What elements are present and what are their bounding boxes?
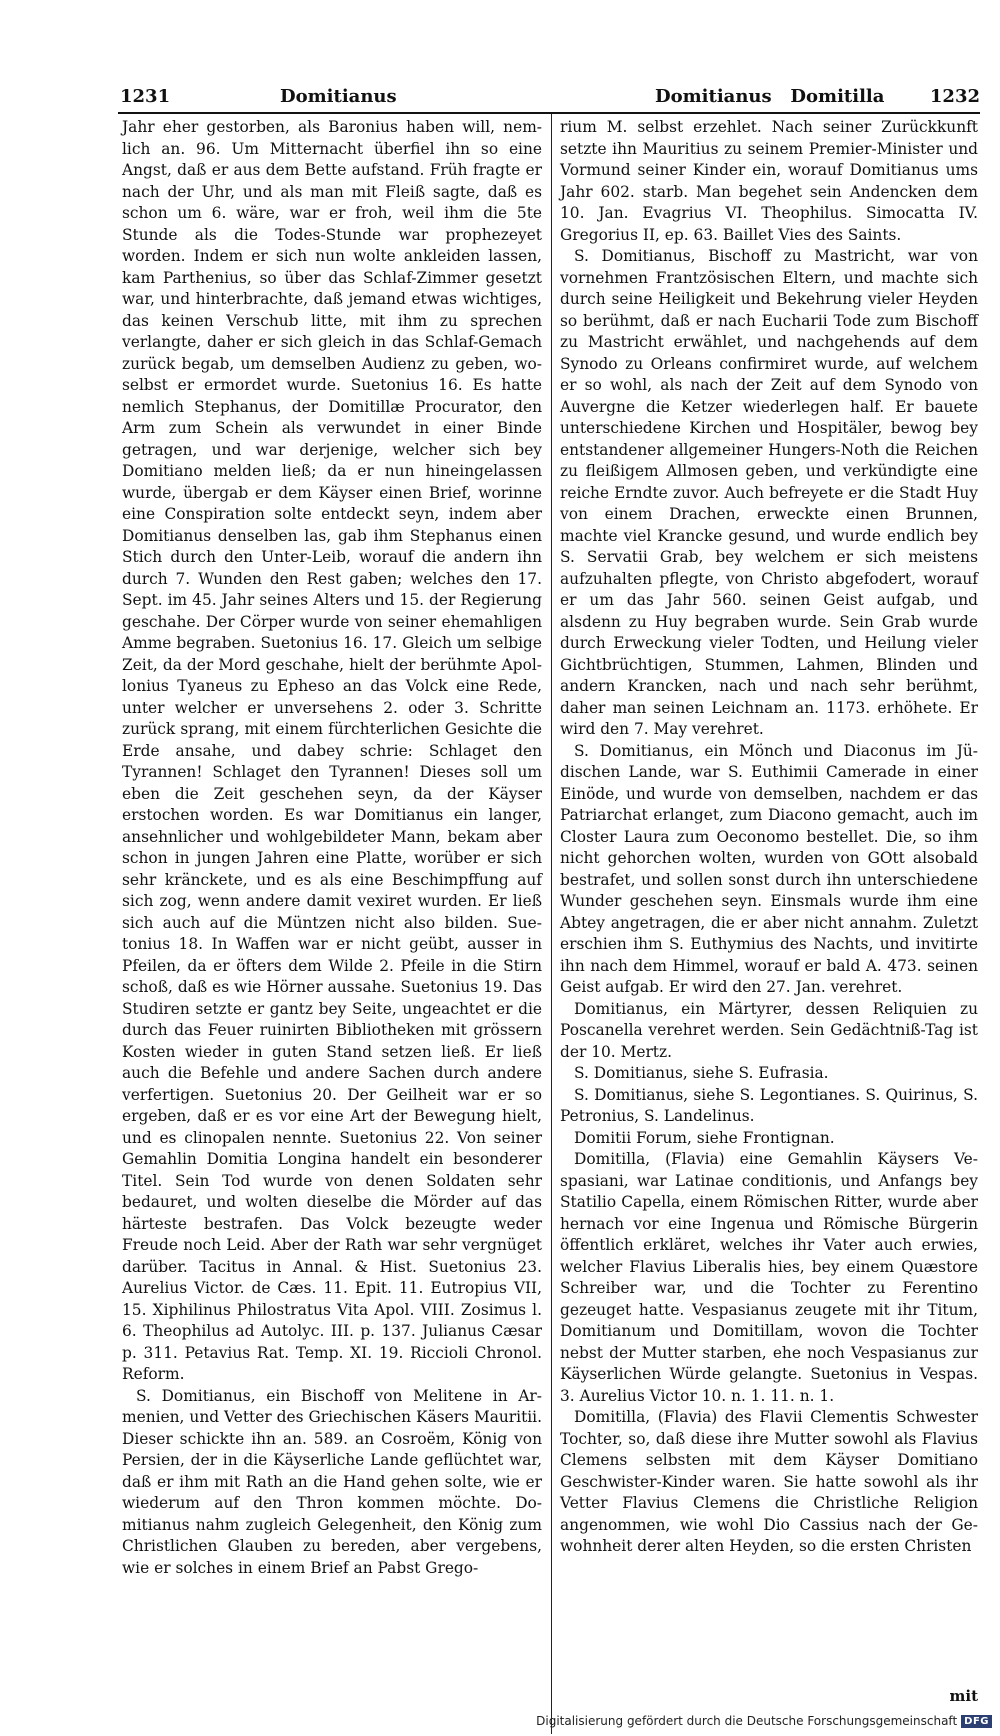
column-divider <box>551 114 552 1734</box>
right-column <box>560 117 978 1558</box>
paragraph: S. Domitianus, ein Mönch und Diaconus im Jüdischen Lande, war S. Euthimii Camerade in einer Einöde, und wurde von demselben, nachdem er das Patriarchat erlanget, zum Diacono gemacht, auch im Closter Laura zum Oeconomo bestellet. Die, so ihm nicht gehorchen wolten, wurden von GOtt alsobald bestrafet, und sollen sonst durch ihn unterschiedene Wunder geschehen seyn. Einsmals wurde ihm eine Abtey angetragen, die er aber nicht annahm. Zuletzt erschien ihm S. Euthymius des Nachts, und invitirte ihn nach dem Himmel, worauf er bald A. 473. seinen Geist aufgab. Er wird den 27. Jan. verehret. <box>560 741 978 996</box>
paragraph: Domitii Forum, siehe Frontignan. <box>574 1128 835 1147</box>
paragraph: S. Domitianus, siehe S. Legontianes. S. Quirinus, S. Petronius, S. Landelinus. <box>560 1085 978 1125</box>
running-head-right: Domitianus Domitilla <box>655 86 885 107</box>
paragraph: Domitilla, (Flavia) des Flavii Clementis Schwester Tochter, so, daß diese ihre Mutter sowohl als Flavius Clemens selbsten mit dem Käyser Domitiano Geschwister-Kinder waren. Sie hatte sowohl als ihr Vetter Flavius Clemens die Christliche Religion angenommen, wie wohl Dio Cassius nach der Gewohnheit derer alten Heyden, so die ersten Christen <box>560 1408 978 1555</box>
paragraph: Domitilla, (Flavia) eine Gemahlin Käysers Vespasiani, war Latinae conditionis, und Anfangs bey Statilio Capella, einem Römischen Ritter, wurde aber hernach vor eine Ingenua und Römische Bürgerin öffentlich erkläret, welches ihr Vater auch erwies, welcher Flavius Liberalis hies, bey einem Quæstore Schreiber war, und die Tochter zu Ferentino gezeuget hatte. Vespasianus zeugete mit ihr Titum, Domitianum und Domitillam, wovon die Tochter nebst der Mutter starben, ehe noch Vespasianus zur Käyserlichen Würde gelangte. Suetonius in Vespas. 3. Aurelius Victor 10. n. 1. 11. n. 1. <box>560 1150 978 1405</box>
digitization-footer <box>536 1714 992 1728</box>
header-rule <box>118 112 980 114</box>
page-header <box>120 86 980 112</box>
page-number-left: 1231 <box>120 86 171 107</box>
page-number-right: 1232 <box>929 86 980 107</box>
paragraph: Domitianus, ein Märtyrer, dessen Reliquien zu Poscanella verehret werden. Sein Gedächtniß-Tag ist der 10. Mertz. <box>560 999 978 1061</box>
catchword: mit <box>949 1687 978 1705</box>
paragraph: S. Domitianus, siehe S. Eufrasia. <box>574 1064 829 1082</box>
paragraph: S. Domitianus, ein Bischoff von Melitene in Armenien, und Vetter des Griechischen Käsers Mauritii. Dieser schickte ihn an. 589. an Cosroëm, König von Persien, der in die Käyserliche Lande geflüchtet war, daß er ihm mit Rath an die Hand gehen solte, wie er wiederum auf den Thron kommen möchte. Domitianus nahm zugleich Gelegenheit, den König zum Christlichen Glauben zu bereden, aber vergebens, wie er solches in einem Brief an Pabst Grego- <box>122 1386 542 1577</box>
footer-credit: Digitalisierung gefördert durch die Deutsche Forschungsgemeinschaft <box>536 1714 958 1728</box>
dfg-logo: DFG <box>961 1715 992 1728</box>
left-column <box>122 117 542 1579</box>
paragraph: S. Domitianus, Bischoff zu Mastricht, war von vornehmen Frantzösischen Eltern, und machte sich durch seine Heiligkeit und Bekehrung vieler Heyden so berühmt, daß er nach Eucharii Tode zum Bischoff zu Mastricht erwählet, und nachgehends auf dem Synodo zu Orleans confirmiret wurde, auf welchem er so wohl, als nach der Zeit auf dem Synodo von Auvergne die Ketzer wiederlegen half. Er bauete unterschiedene Kirchen und Hospitäler, bewog bey entstandener allgemeiner Hungers-Noth die Reichen zu fleißigem Allmosen geben, und verkündigte eine reiche Erndte zuvor. Auch befreyete er die Stadt Huy von einem Drachen, erweckte einen Brunnen, machte viel Krancke gesund, und wurde endlich bey S. Servatii Grab, bey welchem er sich meistens aufzuhalten pflegte, von Christo abgefodert, worauf er um das Jahr 560. seinen Geist aufgab, und alsdenn zu Huy begraben wurde. Sein Grab wurde durch Erweckung vieler Todten, und Heilung vieler Gichtbrüchtigen, Stummen, Lahmen, Blinden und andern Krancken, nach und nach sehr berühmt, daher man seinen Leichnam an. 1173. erhöhete. Er wird den 7. May verehret. <box>560 247 978 738</box>
running-head-left: Domitianus <box>280 86 397 107</box>
paragraph: Jahr eher gestorben, als Baronius haben will, nemlich an. 96. Um Mitternacht überfiel ihn so eine Angst, daß er aus dem Bette aufstand. Früh fragte er nach der Uhr, und als man mit Fleiß sagte, daß es schon um 6. wäre, war er froh, weil ihm die 5te Stunde als die Todes-Stunde war prophezeyet worden. Indem er sich nun wolte ankleiden lassen, kam Parthenius, so über das Schlaf-Zimmer gesetzt war, und hinterbrachte, daß jemand etwas wichtiges, das keinen Verschub litte, mit ihm zu sprechen verlangte, daher er sich gleich in das Schlaf-Gemach zurück begab, um demselben Audienz zu geben, woselbst er ermordet wurde. Suetonius 16. Es hatte nemlich Stephanus, der Domitillæ Procurator, den Arm zum Schein als verwundet in einer Binde getragen, und war derjenige, welcher sich bey Domitiano melden ließ; da er nun hineingelassen wurde, übergab er dem Käyser einen Brief, worinne eine Conspiration solte entdeckt seyn, indem aber Domitianus denselben las, gab ihm Stephanus einen Stich durch den Unter-Leib, worauf die andern ihn durch 7. Wunden den Rest gaben; welches den 17. Sept. im 45. Jahr seines Alters und 15. der Regierung geschahe. Der Cörper wurde von seiner ehemahligen Amme begraben. Suetonius 16. 17. Gleich um selbige Zeit, da der Mord geschahe, hielt der berühmte Apollonius Tyaneus zu Epheso an das Volck eine Rede, unter welcher er unversehens 2. oder 3. Schritte zurück sprang, mit einem fürchterlichen Gesichte die Erde ansahe, und dabey schrie: Schlaget den Tyrannen! Schlaget den Tyrannen! Dieses soll um eben die Zeit geschehen seyn, da der Käyser erstochen worden. Es war Domitianus ein langer, ansehnlicher und wohlgebildeter Mann, bekam aber schon in jungen Jahren eine Platte, worüber er sich sehr kränckete, und es als eine Beschimpffung auf sich zog, wenn andere damit vexiret wurden. Er ließ sich auch auf die Müntzen nicht also bilden. Suetonius 18. In Waffen war er nicht geübt, ausser in Pfeilen, da er öfters dem Wilde 2. Pfeile in die Stirn schoß, daß es wie Hörner aussahe. Suetonius 19. Das Studiren setzte er gantz bey Seite, ungeachtet er die durch das Feuer ruinirten Bibliotheken mit grössern Kosten wieder in guten Stand setzen ließ. Er ließ auch die Befehle und andere Sachen durch andere verfertigen. Suetonius 20. Der Geilheit war er so ergeben, daß er es vor eine Art der Bewegung hielt, und es clinopalen nennte. Suetonius 22. Von seiner Gemahlin Domitia Longina handelt ein besonderer Titel. Sein Tod wurde von denen Soldaten sehr bedauret, und wolten dieselbe die Mörder auf das härteste bestrafen. Das Volck bezeugte weder Freude noch Leid. Aber der Rath war sehr vergnüget darüber. Tacitus in Annal. & Hist. Suetonius 23. Aurelius Victor. de Cæs. 11. Epit. 11. Eutropius VII, 15. Xiphilinus Philostratus Vita Apol. VIII. Zosimus l. 6. Theophilus ad Autolyc. III. p. 137. Julianus Cæsar p. 311. Petavius Rat. Temp. XI. 19. Riccioli Chronol. Reform. <box>122 118 542 1383</box>
paragraph: rium M. selbst erzehlet. Nach seiner Zurückkunft setzte ihn Mauritius zu seinem Premier-Minister und Vormund seiner Kinder ein, worauf Domitianus ums Jahr 602. starb. Man begehet sein Andencken dem 10. Jan. Evagrius VI. Theophilus. Simocatta IV. Gregorius II, ep. 63. Baillet Vies des Saints. <box>560 118 978 244</box>
